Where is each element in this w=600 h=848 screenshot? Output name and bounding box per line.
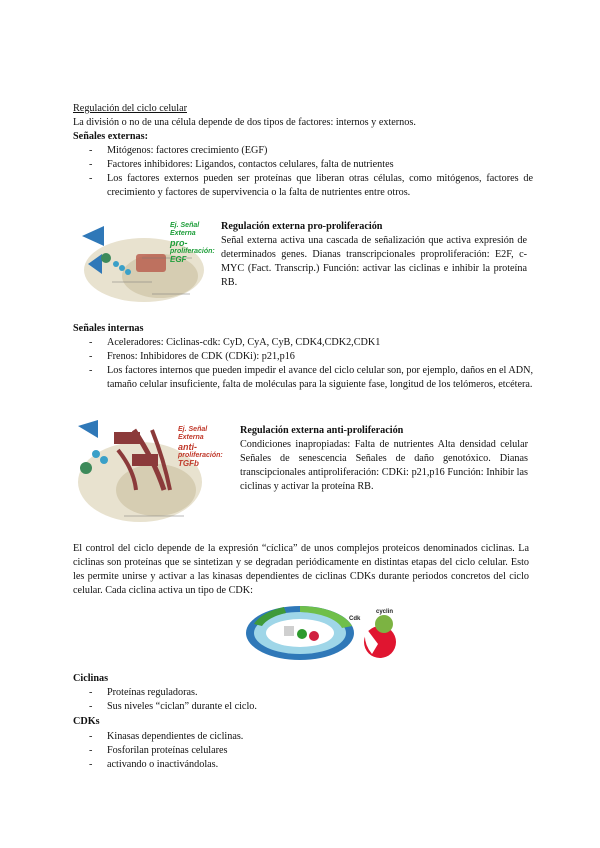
intro-text: La división o no de una célula depende de dos tipos de factores: internos y externos. [73, 117, 416, 128]
anti-regulation-text: Condiciones inapropiadas: Falta de nutrientes Alta densidad celular Señales de senescencia Señales de daño genotóxico. Dianas transcipcionales antiproliferación: CDKi: p21,p16 Función: Inhibir las ciclinas y activar la proteína RB. [240, 439, 528, 492]
anti-figure-label: Ej. Señal Externa anti- proliferación: TGFb [178, 426, 223, 468]
pro-figure-label: Ej. Señal Externa pro- proliferación: EGF [170, 222, 215, 264]
page-title: Regulación del ciclo celular [73, 103, 187, 114]
cdks-list [73, 730, 533, 772]
list-item: - activando o inactivándolas. [73, 758, 533, 772]
cyclins-heading: Ciclinas [73, 673, 109, 684]
cdks-heading: CDKs [73, 716, 100, 727]
list-item: - Sus niveles “ciclan” durante el ciclo. [73, 700, 533, 714]
list-item: - Los factores externos pueden ser proteínas que liberan otras células, como mitógenos, factores de crecimiento y factores de supervivencia o la falta de nutrientes entre otros. [73, 172, 533, 200]
pro-proliferation-figure [82, 218, 215, 304]
cdk-label: Cdk [349, 616, 361, 622]
cell-cycle-figure [244, 604, 404, 662]
cycle-paragraph: El control del ciclo depende de la expresión “cíclica” de unos complejos proteicos denominados ciclinas. La ciclinas son proteínas que se sintetizan y se degradan periódicamente en distintas etapas del ciclo celular. Esto les permite unirse y activar a las kinasas dependientes de ciclinas CDKs durante periodos concretos del ciclo celular. Cada ciclina activa un tipo de CDK: [73, 543, 529, 596]
internal-signals-list [73, 336, 533, 392]
cyclins-list [73, 686, 533, 714]
cyclin-label: cyclin [376, 609, 394, 615]
external-signals-list [73, 144, 533, 200]
list-item: - Frenos: Inhibidores de CDK (CDKi): p21,p16 [73, 350, 533, 364]
anti-regulation-title: Regulación externa anti-proliferación [240, 425, 404, 436]
pro-regulation-title: Regulación externa pro-proliferación [221, 221, 383, 232]
list-item: - Aceleradores: Ciclinas-cdk: CyD, CyA, CyB, CDK4,CDK2,CDK1 [73, 336, 533, 350]
list-item: - Los factores internos que pueden impedir el avance del ciclo celular son, por ejemplo, daños en el ADN, tamaño celular insuficiente, falta de moléculas para la siguiente fase, longitud de los telómeros, etcétera. [73, 364, 533, 392]
list-item: - Fosforilan proteínas celulares [73, 744, 533, 758]
list-item: - Proteínas reguladoras. [73, 686, 533, 700]
list-item: - Kinasas dependientes de ciclinas. [73, 730, 533, 744]
anti-proliferation-figure [74, 420, 223, 524]
internal-signals-heading: Señales internas [73, 323, 144, 334]
list-item: - Factores inhibidores: Ligandos, contactos celulares, falta de nutrientes [73, 158, 533, 172]
list-item: - Mitógenos: factores crecimiento (EGF) [73, 144, 533, 158]
pro-regulation-text: Señal externa activa una cascada de señalización que activa expresión de determinados genes. Dianas transcripcionales proproliferación: E2F, c-MYC (Fact. Transcrip.) Función: activar las ciclinas e inhibir la proteína RB. [221, 235, 527, 288]
external-signals-heading: Señales externas: [73, 131, 148, 142]
